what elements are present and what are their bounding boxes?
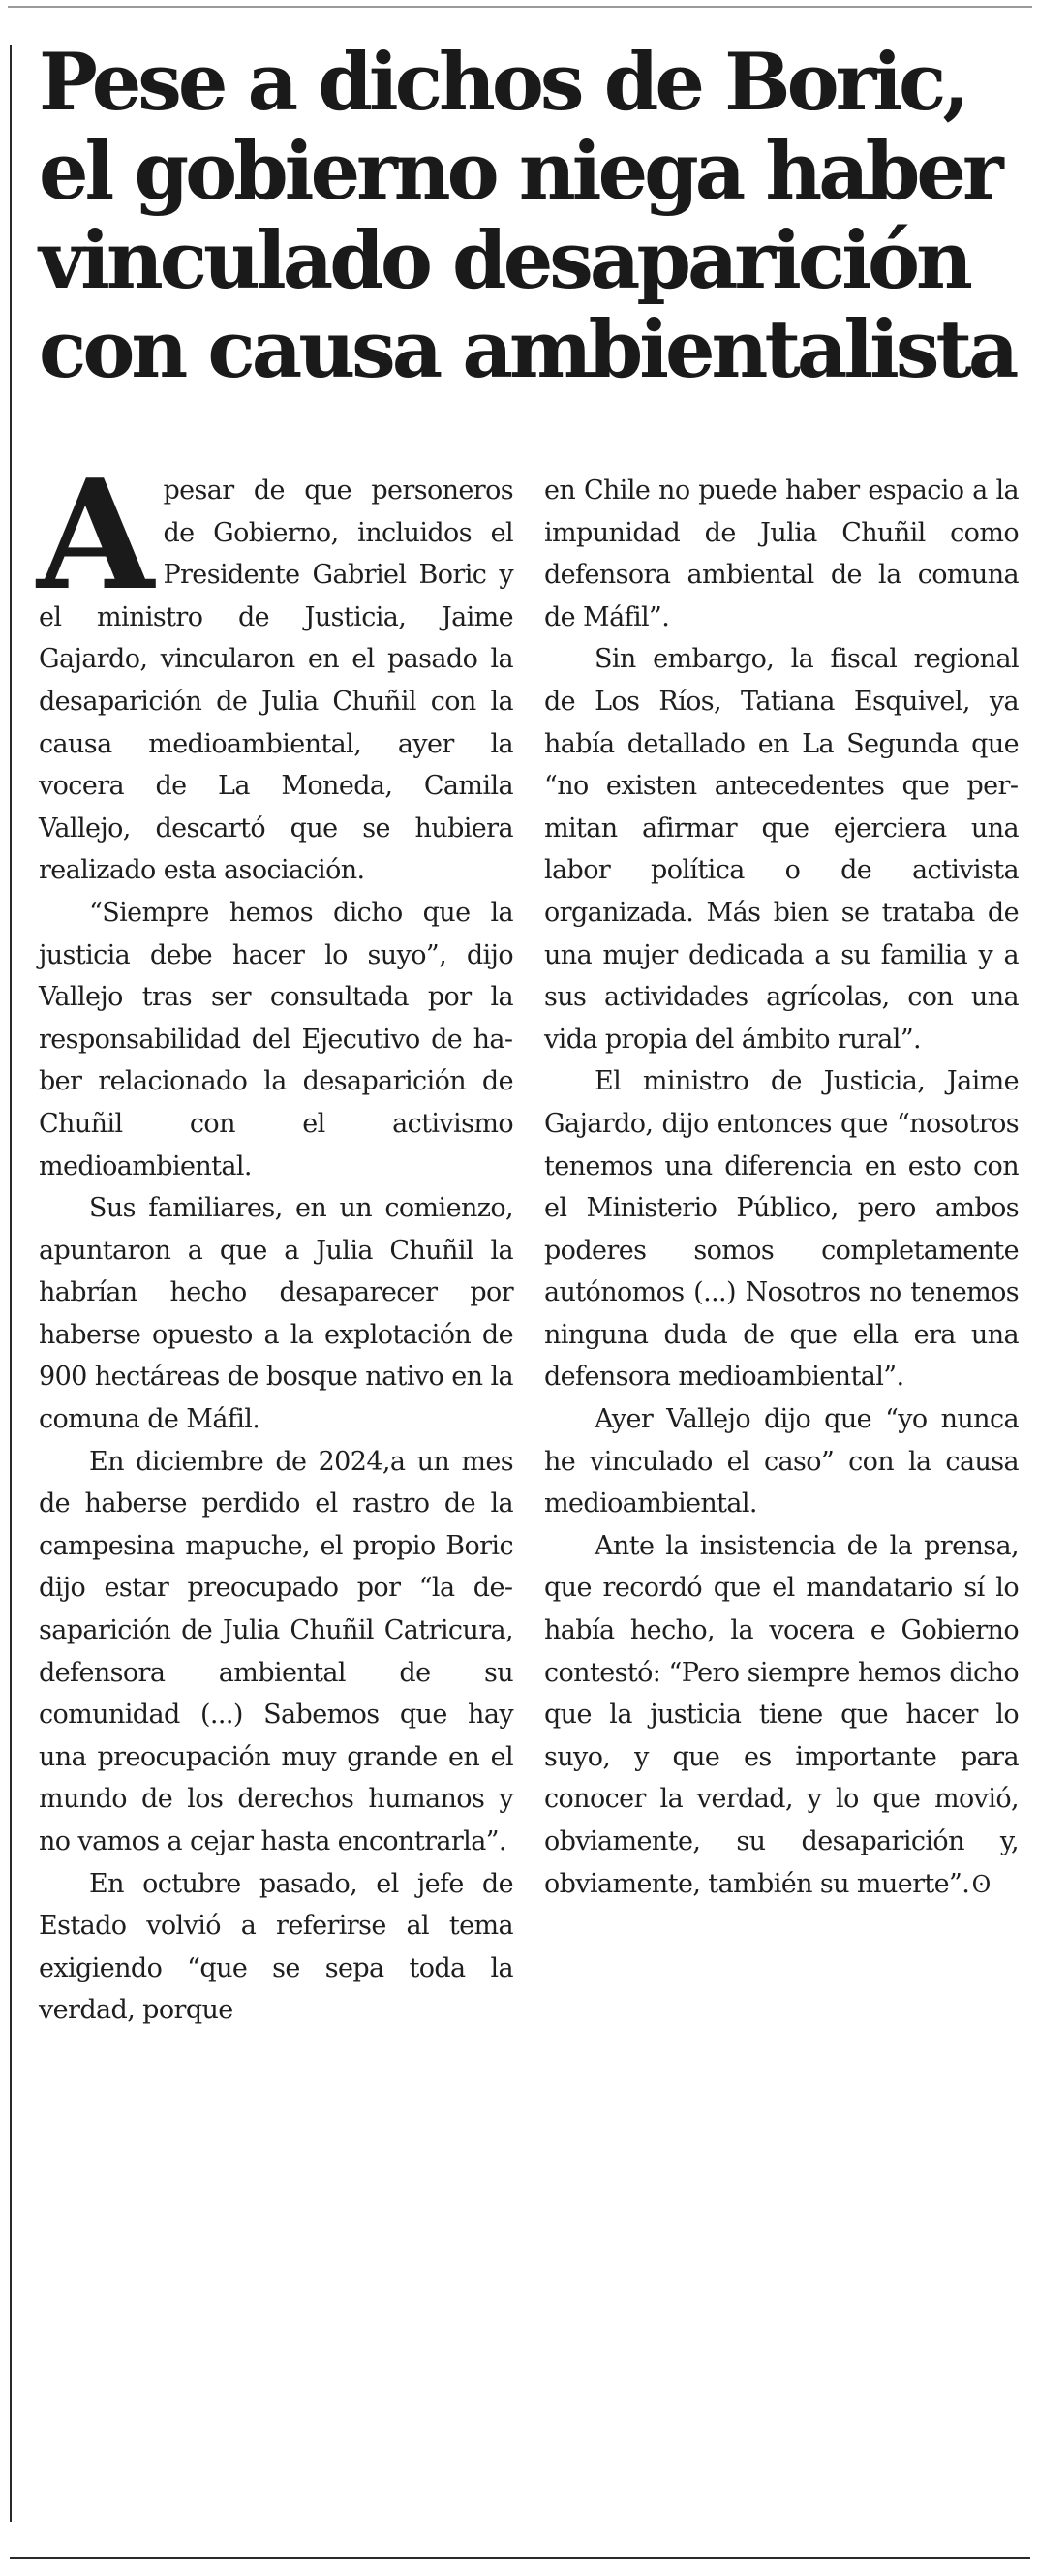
paragraph: “Siempre hemos dicho que la justicia debe hacer lo suyo”, dijo Vallejo tras ser consultada por la responsabilidad del Ejecutivo de haber relacionado la desaparición de Chuñil con el activismo medioambiental. (39, 897, 513, 1181)
headline-line: vinculado desaparición (39, 215, 969, 307)
headline-line: con causa ambientalista (39, 304, 1016, 396)
paragraph: Sin embargo, la fiscal regional de Los Ríos, Tatiana Esquivel, ya había detallado en La Segunda que “no existen antecedentes que permitan afirmar que ejerciera una labor política o de activista organizada. Más bien se trataba de una mujer dedicada a su familia y a sus actividades agrícolas, con una vida propia del ámbito rural”. (544, 644, 1019, 1055)
paragraph (37, 446, 513, 892)
paragraph: Sus familiares, en un comienzo, apuntaron a que a Julia Chuñil la habrían hecho desaparecer por haberse opuesto a la explotación de 900 hectáreas de bosque nativo en la comuna de Máfil. (39, 1193, 513, 1435)
left-column-rule (10, 45, 12, 2522)
top-rule (8, 6, 1032, 8)
paragraph: En octubre pasado, el jefe de Estado volvió a referirse al tema exigiendo “que se sepa toda la verdad, porque (39, 1868, 513, 2026)
headline-line: el gobierno niega haber (39, 126, 1000, 218)
drop-cap: A (37, 446, 154, 624)
paragraph-text: pesar de que personeros de Gobierno, incluidos el Presidente Gabriel Boric y el ministro de Justicia, Jaime Gajardo, vincularon en el pasado la desaparición de Julia Chuñil con la causa medioambiental, ayer la vocera de La Moneda, Camila Vallejo, descartó que se hubiera realizado esta asociación. (39, 475, 513, 886)
article-column-left (37, 446, 513, 2032)
headline (39, 39, 1026, 395)
paragraph: El ministro de Justicia, Jaime Gajardo, dijo entonces que “nosotros tenemos una diferencia en esto con el Ministerio Público, pero ambos poderes somos completamente autónomos (...) Nosotros no tenemos ninguna duda de que ella era una defensora medioambiental”. (544, 1066, 1019, 1393)
end-of-article-mark: ʘ (969, 1870, 992, 1898)
headline-line: Pese a dichos de Boric, (39, 37, 966, 129)
bottom-rule (10, 2557, 1030, 2559)
paragraph (544, 1525, 1019, 1906)
article-column-right (544, 470, 1019, 1906)
paragraph-text: Ante la insistencia de la prensa, que recordó que el mandatario sí lo había hecho, la vocera e Gobierno contestó: “Pero siempre hemos dicho que la justicia tiene que hacer lo suyo, y que es importante para conocer la verdad, y lo que movió, obviamente, su desaparición y, obviamente, también su muerte”. (544, 1530, 1019, 1899)
paragraph: Ayer Vallejo dijo que “yo nunca he vinculado el caso” con la causa medioambiental. (544, 1404, 1019, 1519)
paragraph: en Chile no puede haber espacio a la impunidad de Julia Chuñil como defensora ambiental de la comuna de Máfil”. (544, 475, 1019, 632)
paragraph: En diciembre de 2024,a un mes de haberse perdido el rastro de la campesina mapuche, el propio Boric dijo estar preocupado por “la desaparición de Julia Chuñil Catricura, defensora ambiental de su comunidad (...) Sabemos que hay una preocupación muy grande en el mundo de los derechos humanos y no vamos a cejar hasta encontrarla”. (39, 1446, 513, 1856)
